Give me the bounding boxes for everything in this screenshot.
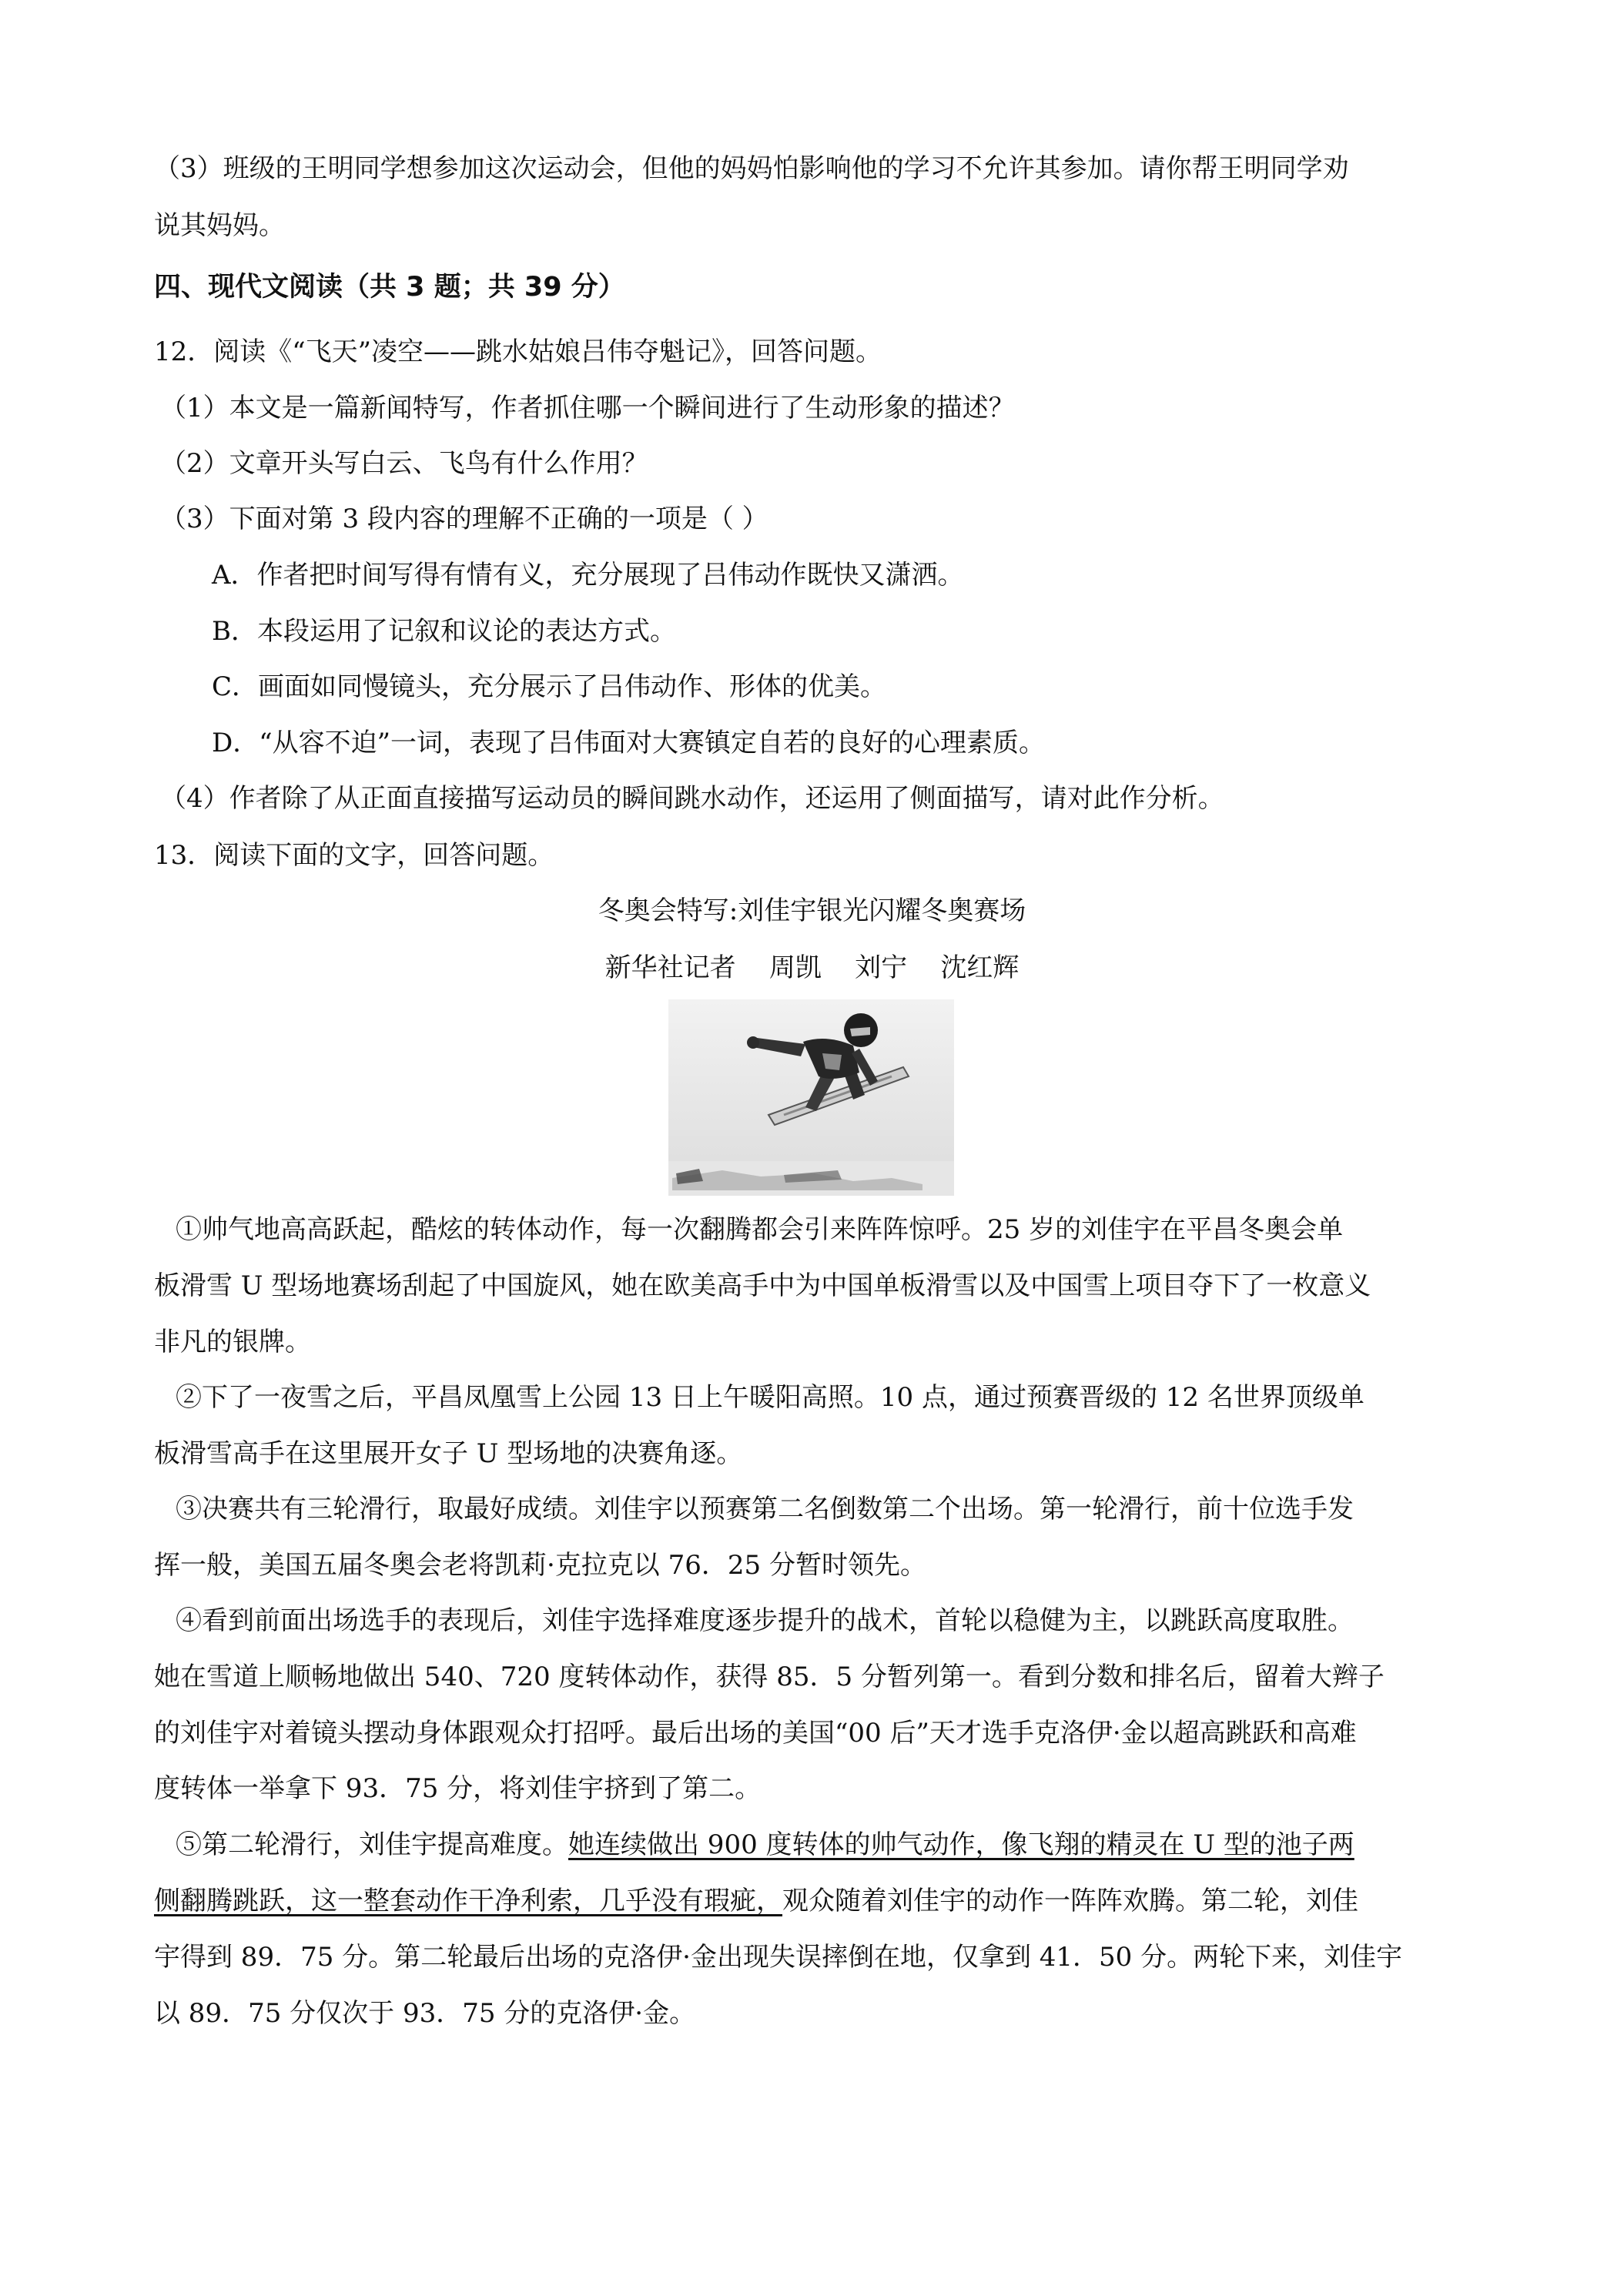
p5-line3: 宇得到 89．75 分。第二轮最后出场的克洛伊·金出现失误摔倒在地，仅拿到 41．50 分。两轮下来，刘佳宇 [154, 1942, 1403, 1973]
p5-line2-plain: 观众随着刘佳宇的动作一阵阵欢腾。第二轮，刘佳 [782, 1886, 1358, 1916]
p2-line1: ②下了一夜雪之后，平昌凤凰雪上公园 13 日上午暖阳高照。10 点，通过预赛晋级的 12 名世界顶级单 [176, 1382, 1364, 1413]
q13-stem: 13．阅读下面的文字，回答问题。 [154, 840, 554, 871]
snowboarder-photo [668, 999, 954, 1196]
q12-option-b: B．本段运用了记叙和议论的表达方式。 [212, 616, 676, 647]
p4-line3: 的刘佳宇对着镜头摆动身体跟观众打招呼。最后出场的美国“00 后”天才选手克洛伊·金以超高跳跃和高难 [154, 1718, 1357, 1749]
p5-line4: 以 89．75 分仅次于 93．75 分的克洛伊·金。 [154, 1998, 696, 2029]
q12-option-c: C．画面如同慢镜头，充分展示了吕伟动作、形体的优美。 [212, 671, 887, 702]
p3-line1: ③决赛共有三轮滑行，取最好成绩。刘佳宇以预赛第二名倒数第二个出场。第一轮滑行，前十位选手发 [176, 1494, 1354, 1525]
q12-stem: 12．阅读《“飞天”凌空——跳水姑娘吕伟夺魁记》，回答问题。 [154, 336, 882, 367]
p5-line2-underlined: 侧翻腾跳跃，这一整套动作干净利索，几乎没有瑕疵， [154, 1886, 782, 1916]
q12-item1: （1）本文是一篇新闻特写，作者抓住哪一个瞬间进行了生动形象的描述？ [160, 393, 1015, 423]
p2-line2: 板滑雪高手在这里展开女子 U 型场地的决赛角逐。 [154, 1438, 743, 1469]
article-byline: 新华社记者 周凯 刘宁 沈红辉 [604, 952, 1020, 983]
p5-line1 [176, 1827, 1500, 1863]
q12-option-a: A．作者把时间写得有情有义，充分展现了吕伟动作既快又潇洒。 [212, 560, 964, 591]
p5-line2 [154, 1883, 1478, 1919]
p1-line1: ①帅气地高高跃起，酷炫的转体动作，每一次翻腾都会引来阵阵惊呼。25 岁的刘佳宇在平昌冬奥会单 [176, 1214, 1344, 1245]
p4-line2: 她在雪道上顺畅地做出 540、720 度转体动作，获得 85．5 分暂列第一。看到分数和排名后，留着大辫子 [154, 1662, 1385, 1692]
p3-line2: 挥一般，美国五届冬奥会老将凯莉·克拉克以 76．25 分暂时领先。 [154, 1550, 926, 1581]
section4-title: 四、现代文阅读（共 3 题；共 39 分） [154, 272, 625, 303]
q11-item3-line1: （3）班级的王明同学想参加这次运动会，但他的妈妈怕影响他的学习不允许其参加。请你帮王明同学劝 [154, 153, 1349, 184]
p1-line3: 非凡的银牌。 [154, 1327, 311, 1357]
p4-line4: 度转体一举拿下 93．75 分，将刘佳宇挤到了第二。 [154, 1773, 762, 1804]
p1-line2: 板滑雪 U 型场地赛场刮起了中国旋风，她在欧美高手中为中国单板滑雪以及中国雪上项目夺下了一枚意义 [154, 1270, 1371, 1301]
q12-option-d: D．“从容不迫”一词，表现了吕伟面对大赛镇定自若的良好的心理素质。 [212, 728, 1046, 758]
article-title: 冬奥会特写:刘佳宇银光闪耀冬奥赛场 [598, 895, 1026, 926]
p5-line1-underlined: 她连续做出 900 度转体的帅气动作，像飞翔的精灵在 U 型的池子两 [568, 1829, 1354, 1860]
q12-item4: （4）作者除了从正面直接描写运动员的瞬间跳水动作，还运用了侧面描写，请对此作分析。 [160, 783, 1224, 814]
p4-line1: ④看到前面出场选手的表现后，刘佳宇选择难度逐步提升的战术，首轮以稳健为主，以跳跃高度取胜。 [176, 1605, 1354, 1636]
q12-item2: （2）文章开头写白云、飞鸟有什么作用？ [160, 448, 648, 479]
q11-item3-line2: 说其妈妈。 [154, 210, 285, 241]
q12-item3: （3）下面对第 3 段内容的理解不正确的一项是（ ） [160, 504, 768, 534]
p5-line1-plain: ⑤第二轮滑行，刘佳宇提高难度。 [176, 1829, 568, 1860]
